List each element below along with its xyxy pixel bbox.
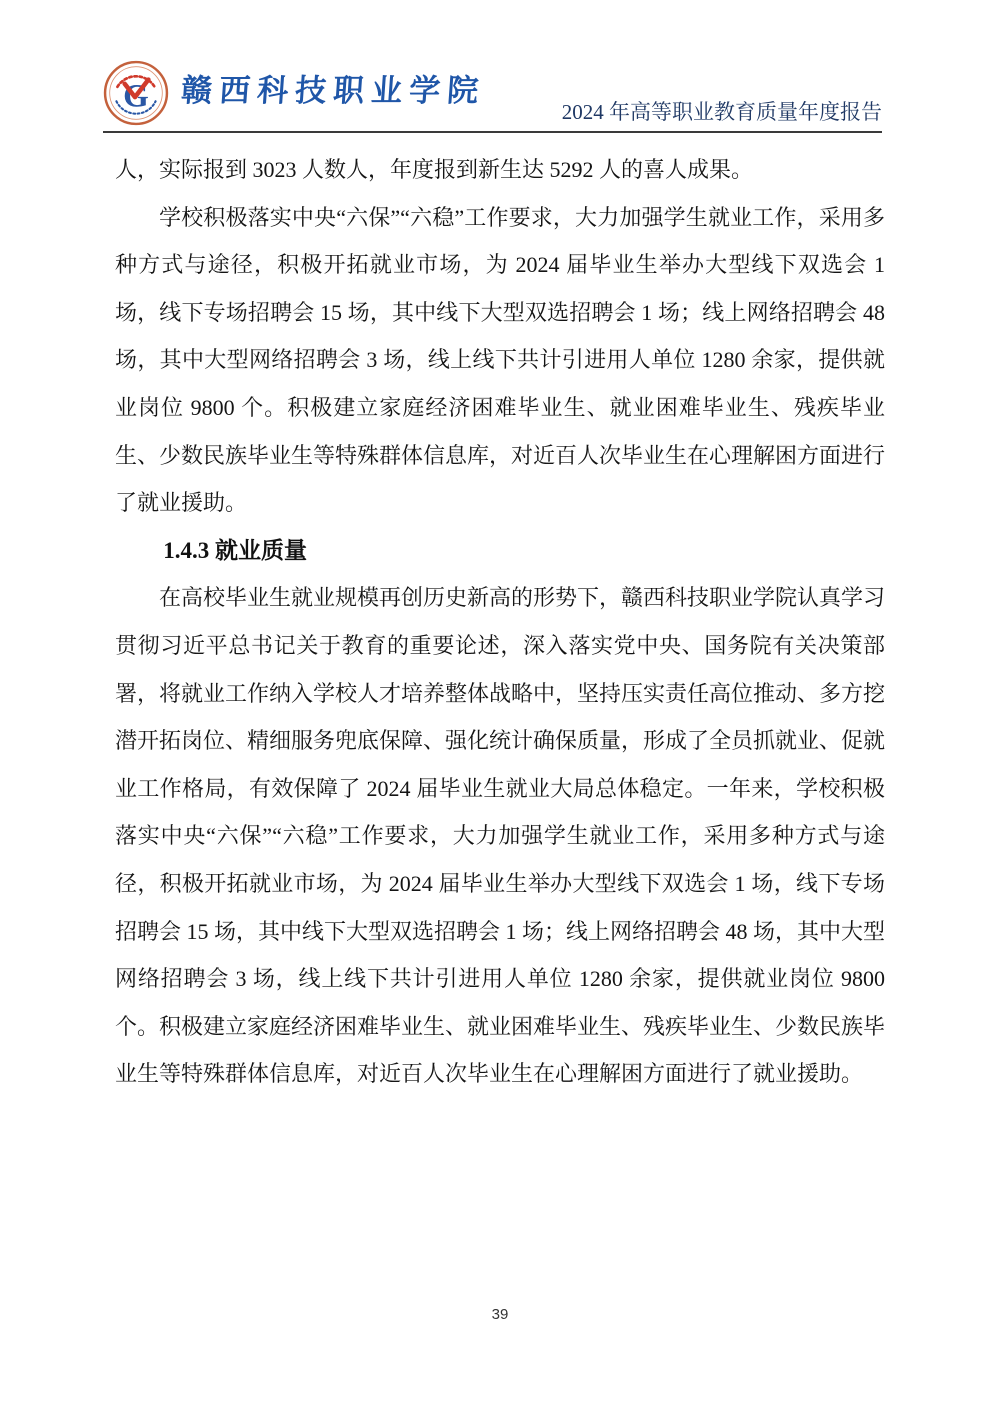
page-footer xyxy=(0,1306,1000,1324)
paragraph-employment-quality: 在高校毕业生就业规模再创历史新高的形势下，赣西科技职业学院认真学习贯彻习近平总书记关于教育的重要论述，深入落实党中央、国务院有关决策部署，将就业工作纳入学校人才培养整体战略中，坚持压实责任高位推动、多方挖潜开拓岗位、精细服务兜底保障、强化统计确保质量，形成了全员抓就业、促就业工作格局，有效保障了 2024 届毕业生就业大局总体稳定。一年来，学校积极落实中央“六保”“六稳”工作要求，大力加强学生就业工作，采用多种方式与途径，积极开拓就业市场，为 2024 届毕业生举办大型线下双选会 1 场，线下专场招聘会 15 场，其中线下大型双选招聘会 1 场；线上网络招聘会 48 场，其中大型网络招聘会 3 场，线上线下共计引进用人单位 1280 余家，提供就业岗位 9800 个。积极建立家庭经济困难毕业生、就业困难毕业生、残疾毕业生、少数民族毕业生等特殊群体信息库，对近百人次毕业生在心理解困方面进行了就业援助。 xyxy=(115,585,886,1087)
header-divider xyxy=(103,131,882,133)
svg-text:G: G xyxy=(123,78,149,115)
school-brand xyxy=(103,60,485,126)
school-name-calligraphy: 赣西科技职业学院 xyxy=(179,72,487,108)
paragraph-recruitment-work: 学校积极落实中央“六保”“六稳”工作要求，大力加强学生就业工作，采用多种方式与途径，积极开拓就业市场，为 2024 届毕业生举办大型线下双选会 1 场，线下专场招聘会 15 场，其中线下大型双选招聘会 1 场；线上网络招聘会 48 场，其中大型网络招聘会 3 场，线上线下共计引进用人单位 1280 余家，提供就业岗位 9800 个。积极建立家庭经济困难毕业生、就业困难毕业生、残疾毕业生、少数民族毕业生等特殊群体信息库，对近百人次毕业生在心理解困方面进行了就业援助。 xyxy=(115,204,886,516)
section-heading-1-4-3: 1.4.3 就业质量 xyxy=(163,537,308,563)
document-body xyxy=(115,146,885,1098)
paragraph-enrollment-continuation: 人，实际报到 3023 人数人，年度报到新生达 5292 人的喜人成果。 xyxy=(115,157,754,182)
report-title: 2024 年高等职业教育质量年度报告 xyxy=(561,100,882,124)
page-number: 39 xyxy=(491,1306,509,1323)
page-header xyxy=(103,60,882,133)
school-seal-icon xyxy=(103,60,169,126)
